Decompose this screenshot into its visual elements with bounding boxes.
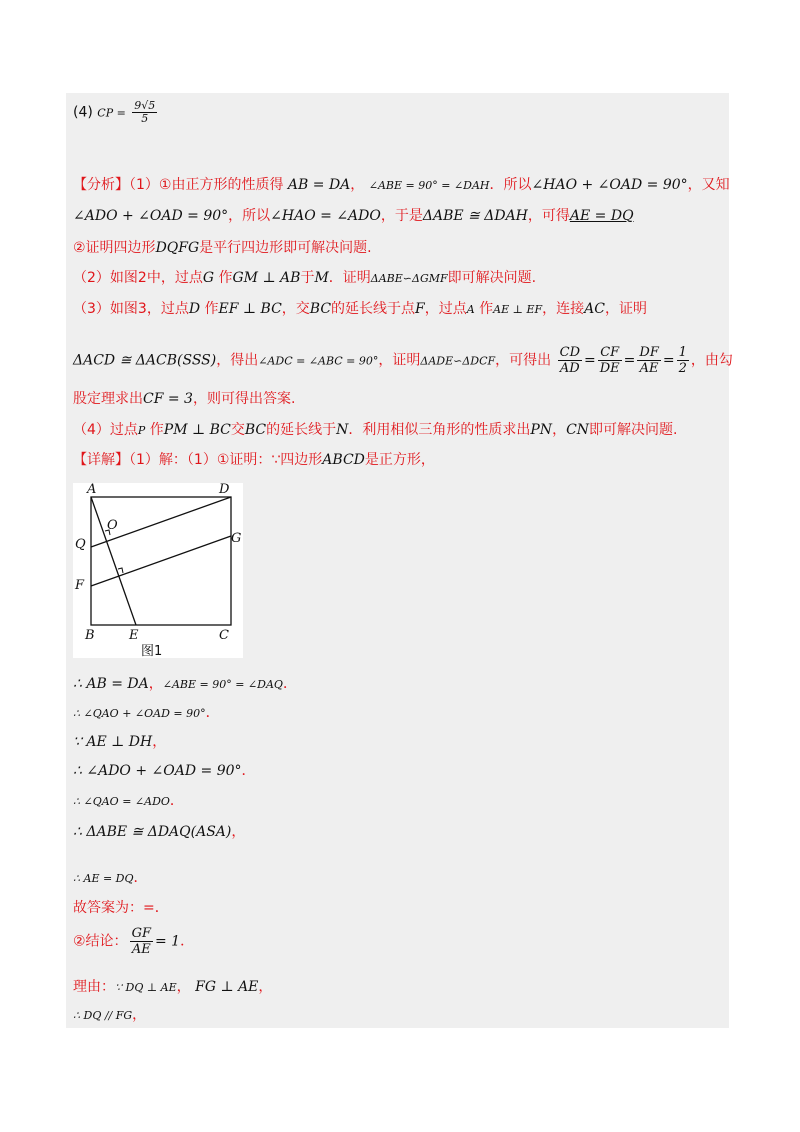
text: 是平行四边形即可解决问题. — [199, 240, 372, 256]
analysis-line-3 — [73, 238, 372, 258]
math: FG ⊥ AE — [195, 979, 259, 995]
text: ，证明 — [378, 352, 421, 369]
text: 的延长线于点 — [331, 301, 416, 317]
analysis-line-1: 【分析】（1）①由正方形的性质得 AB = DA， ∠ABE = 90° = ∠DAH．所以∠HAO + ∠OAD = 90°，又知 — [73, 177, 730, 193]
math: ∴ AE = DQ — [73, 872, 134, 885]
math: DQFG — [155, 240, 200, 256]
label-e: E — [129, 628, 139, 643]
math: ∴ ∠QAO + ∠OAD = 90° — [73, 707, 206, 720]
proof-step-1: ∴ AB = DA，∠ABE = 90° = ∠DAQ． — [73, 676, 297, 692]
num: DF — [639, 345, 659, 360]
text: ．利用相似三角形的性质求出 — [348, 422, 531, 438]
proof-step-4: ∴ ∠ADO + ∠OAD = 90°． — [73, 763, 256, 779]
conclusion-line: ②结论： $\frac{GF}{AE}$ = 1． — [73, 926, 195, 957]
text: （2）如图2中，过点 — [73, 270, 203, 286]
text: 作 — [149, 422, 164, 438]
text: ．证明 — [328, 270, 371, 286]
part4-den: 5 — [141, 112, 149, 125]
den: DE — [599, 361, 620, 376]
label-g: G — [231, 531, 242, 546]
text: 故答案为：=． — [73, 900, 169, 916]
text: ，由勾 — [690, 352, 733, 369]
den: 2 — [678, 361, 687, 376]
math: ∠ADC = ∠ABC = 90° — [258, 354, 379, 368]
figure-1-svg — [73, 483, 243, 658]
figure-caption: 图1 — [141, 644, 163, 658]
num: 1 — [678, 345, 687, 360]
detail-tag: 【详解】 — [73, 452, 129, 468]
fraction-df-ae — [637, 345, 660, 376]
math: BC — [309, 301, 332, 317]
fraction-cf-de — [598, 345, 622, 376]
fraction-one-half — [677, 345, 689, 376]
part4-lhs: CP = — [97, 106, 126, 120]
analysis-line-7 — [73, 389, 295, 409]
text: ，则可得出答案. — [192, 391, 296, 407]
proof-step-5: ∴ ∠QAO = ∠ADO． — [73, 793, 184, 809]
math: A — [466, 303, 475, 316]
text: ，过点 — [424, 301, 467, 317]
text: ，得出 — [216, 352, 259, 369]
math: AE ⊥ EF — [493, 303, 543, 316]
math: EF ⊥ BC — [218, 301, 282, 317]
math: ∴ ∠QAO = ∠ADO — [73, 795, 170, 808]
math: ∴ DQ // FG — [73, 1009, 133, 1022]
math: ΔADE∽ΔDCF — [420, 354, 496, 368]
proof-step-2: ∴ ∠QAO + ∠OAD = 90°． — [73, 705, 220, 721]
math: ΔABE ≅ ΔDAH — [422, 208, 528, 224]
text: 作 — [204, 301, 219, 317]
answer-part4 — [73, 100, 159, 125]
math: = 1 — [154, 933, 181, 950]
math: ΔACD ≅ ΔACB(SSS) — [73, 352, 217, 369]
math: ∴ ∠ADO + ∠OAD = 90° — [73, 763, 242, 779]
label-q: Q — [75, 537, 86, 552]
math: ABCD — [322, 452, 365, 468]
math: PN — [530, 422, 553, 438]
text: ，证明 — [604, 301, 647, 317]
part4-label: (4) — [73, 104, 93, 121]
math: BC — [244, 422, 267, 438]
label-b: B — [85, 628, 95, 643]
text: ②证明四边形 — [73, 240, 156, 256]
text: 的延长线于 — [266, 422, 337, 438]
text: （4）过点 — [73, 422, 138, 438]
math: PM ⊥ BC — [163, 422, 231, 438]
den: AE — [131, 942, 151, 957]
analysis-tag: 【分析】 — [73, 177, 129, 193]
answer-line — [73, 898, 169, 918]
math: ∠ABE = 90° = ∠DAQ — [162, 678, 283, 691]
label-c: C — [219, 628, 229, 643]
text: （1）①由正方形的性质得 — [129, 177, 284, 193]
math: CN — [566, 422, 590, 438]
proof-step-7: ∴ AE = DQ． — [73, 870, 148, 886]
proof-step-3: ∵ AE ⊥ DH， — [73, 734, 167, 750]
math: AC — [584, 301, 605, 317]
detail-line-1 — [73, 450, 435, 470]
analysis-line-2 — [73, 206, 634, 226]
text: 即可解决问题. — [589, 422, 678, 438]
text: 作 — [218, 270, 233, 286]
part4-fraction — [132, 100, 157, 125]
analysis-line-5 — [73, 299, 647, 320]
math: N — [336, 422, 349, 438]
text: 即可解决问题. — [447, 270, 537, 286]
text: ，可得出 — [495, 352, 552, 369]
final-line: ∴ DQ // FG， — [73, 1007, 147, 1023]
fraction-cd-ad — [558, 345, 582, 376]
text: ，又知 — [687, 177, 730, 193]
math: P — [137, 424, 146, 437]
math: ∴ AB = DA — [73, 676, 149, 692]
label-f: F — [75, 578, 85, 593]
math: AE = DQ — [569, 208, 634, 224]
text: 于 — [300, 270, 315, 286]
analysis-line-8 — [73, 420, 677, 441]
den: AD — [559, 361, 580, 376]
math: D — [188, 301, 201, 317]
num: CF — [598, 345, 622, 361]
math: ∵ AE ⊥ DH — [73, 734, 153, 750]
text: （1）解：（1）①证明：∵四边形 — [129, 452, 323, 468]
label-o: O — [107, 518, 118, 533]
math: AB = DA — [287, 177, 351, 193]
num: CD — [559, 345, 580, 360]
text: 股定理求出 — [73, 391, 143, 407]
analysis-line-4 — [73, 268, 536, 289]
math: ∠HAO + ∠OAD = 90° — [531, 177, 688, 193]
figure-1 — [73, 483, 243, 658]
text: ，可得 — [527, 208, 570, 224]
text: ，于是 — [380, 208, 423, 224]
math: ∵ DQ ⊥ AE — [115, 981, 177, 994]
num: GF — [131, 926, 151, 941]
math: GM ⊥ AB — [232, 270, 301, 286]
text: ．所以 — [489, 177, 532, 193]
analysis-line-6: ΔACD ≅ ΔACB(SSS)，得出∠ADC = ∠ABC = 90°，证明ΔADE∽ΔDCF，可得出 $\frac{CD}{AD}$ = $\frac{CF}{DE}$ = $\frac{DF}{AE}$ = $\frac{1}{2}$ ，由勾 — [73, 345, 733, 376]
math: ∠HAO = ∠ADO — [270, 208, 381, 224]
segment-fg — [91, 536, 231, 586]
fraction-gf-ae — [130, 926, 153, 957]
math: ∴ ΔABE ≅ ΔDAQ(ASA) — [73, 824, 232, 840]
text: 交 — [230, 422, 245, 438]
proof-step-6: ∴ ΔABE ≅ ΔDAQ(ASA)， — [73, 824, 246, 840]
text: ， — [552, 422, 567, 438]
math: ΔABE∽ΔGMF — [370, 272, 448, 285]
right-angle-2 — [118, 568, 123, 573]
text: ，所以 — [228, 208, 271, 224]
math: CF = 3 — [143, 391, 193, 407]
math: ∠ABE = 90° = ∠DAH — [368, 179, 490, 192]
text: 是正方形， — [364, 452, 435, 468]
math: M — [314, 270, 329, 286]
part4-num: 9√5 — [134, 99, 156, 112]
math: G — [202, 270, 215, 286]
text: 作 — [479, 301, 494, 317]
den: AE — [639, 361, 659, 376]
segment-ae — [91, 497, 136, 625]
label-a: A — [87, 483, 97, 497]
reason-line: 理由：∵ DQ ⊥ AE， FG ⊥ AE， — [73, 979, 273, 995]
math: F — [415, 301, 425, 317]
text: ，交 — [281, 301, 310, 317]
math: ∠ADO + ∠OAD = 90° — [73, 208, 229, 224]
text: 理由： — [73, 979, 115, 995]
text: （3）如图3，过点 — [73, 301, 189, 317]
text: ，连接 — [542, 301, 585, 317]
text: ②结论： — [73, 933, 128, 950]
label-d: D — [219, 483, 230, 497]
